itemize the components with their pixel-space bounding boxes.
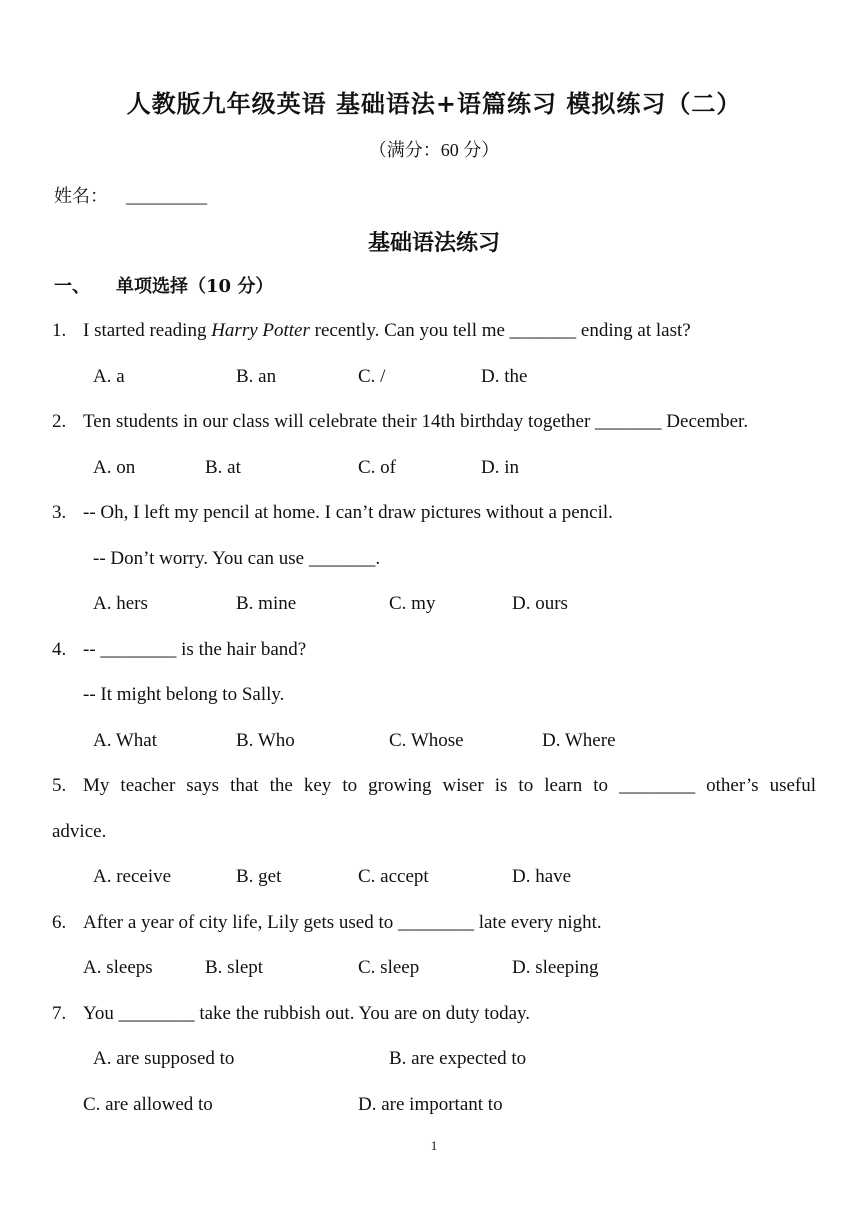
section-title: 基础语法练习: [367, 230, 500, 256]
option-d: D. have: [512, 866, 572, 887]
option-a: A. receive: [93, 866, 172, 887]
option-d: D. sleeping: [512, 957, 599, 978]
question-number: 3.: [52, 502, 67, 523]
page-number: 1: [430, 1138, 438, 1153]
question-text: I started reading Harry Potter recently. Can you tell me _______ ending at last?: [83, 320, 691, 341]
question-text: You ________ take the rubbish out. You are on duty today.: [83, 1003, 531, 1024]
question-number: 1.: [52, 320, 67, 341]
option-d: D. Where: [542, 730, 616, 751]
option-b: B. slept: [205, 957, 264, 978]
option-c: C. Whose: [389, 730, 464, 751]
option-b: B. an: [236, 366, 277, 387]
question-number: 5.: [52, 775, 67, 796]
option-c: C. of: [358, 457, 396, 478]
option-c: C. my: [389, 593, 436, 614]
question-number: 7.: [52, 1003, 67, 1024]
question-number: 4.: [52, 639, 67, 660]
question-5: [0, 775, 868, 799]
question-text: -- ________ is the hair band?: [83, 639, 307, 660]
part-title: 单项选择（10 分）: [116, 276, 274, 297]
option-b: B. get: [236, 866, 282, 887]
name-label: 姓名：: [54, 186, 108, 206]
option-a: A. sleeps: [83, 957, 153, 978]
option-d: D. the: [481, 366, 528, 387]
question-text: My teacher says that the key to growing wiser is to learn to ________ other’s useful: [83, 775, 816, 796]
option-a: A. on: [93, 457, 136, 478]
option-c: C. accept: [358, 866, 429, 887]
option-a: A. are supposed to: [93, 1048, 235, 1069]
name-blank: _________: [126, 186, 207, 206]
option-c: C. sleep: [358, 957, 420, 978]
question-text-line-2: advice.: [52, 821, 107, 842]
question-text-line-2: -- Don’t worry. You can use _______.: [93, 548, 381, 569]
option-b: B. are expected to: [389, 1048, 527, 1069]
option-b: B. Who: [236, 730, 295, 751]
option-d: D. in: [481, 457, 519, 478]
name-field: [54, 182, 207, 208]
question-text: Ten students in our class will celebrate their 14th birthday together _______ December.: [83, 411, 749, 432]
option-a: A. hers: [93, 593, 148, 614]
full-score-note: （满分：60 分）: [368, 140, 500, 160]
option-a: A. a: [93, 366, 125, 387]
page-title: 人教版九年级英语 基础语法+语篇练习 模拟练习（二）: [126, 89, 742, 118]
option-d: D. ours: [512, 593, 568, 614]
option-d: D. are important to: [358, 1094, 503, 1115]
option-a: A. What: [93, 730, 158, 751]
option-c: C. are allowed to: [83, 1094, 213, 1115]
part-number: 一、: [54, 276, 90, 297]
question-text: -- Oh, I left my pencil at home. I can’t draw pictures without a pencil.: [83, 502, 613, 523]
option-b: B. at: [205, 457, 241, 478]
question-number: 2.: [52, 411, 67, 432]
part-heading: [54, 272, 273, 298]
question-text: After a year of city life, Lily gets used to ________ late every night.: [83, 912, 602, 933]
question-number: 6.: [52, 912, 67, 933]
question-text-line-2: -- It might belong to Sally.: [83, 684, 285, 705]
option-b: B. mine: [236, 593, 297, 614]
option-c: C. /: [358, 366, 386, 387]
